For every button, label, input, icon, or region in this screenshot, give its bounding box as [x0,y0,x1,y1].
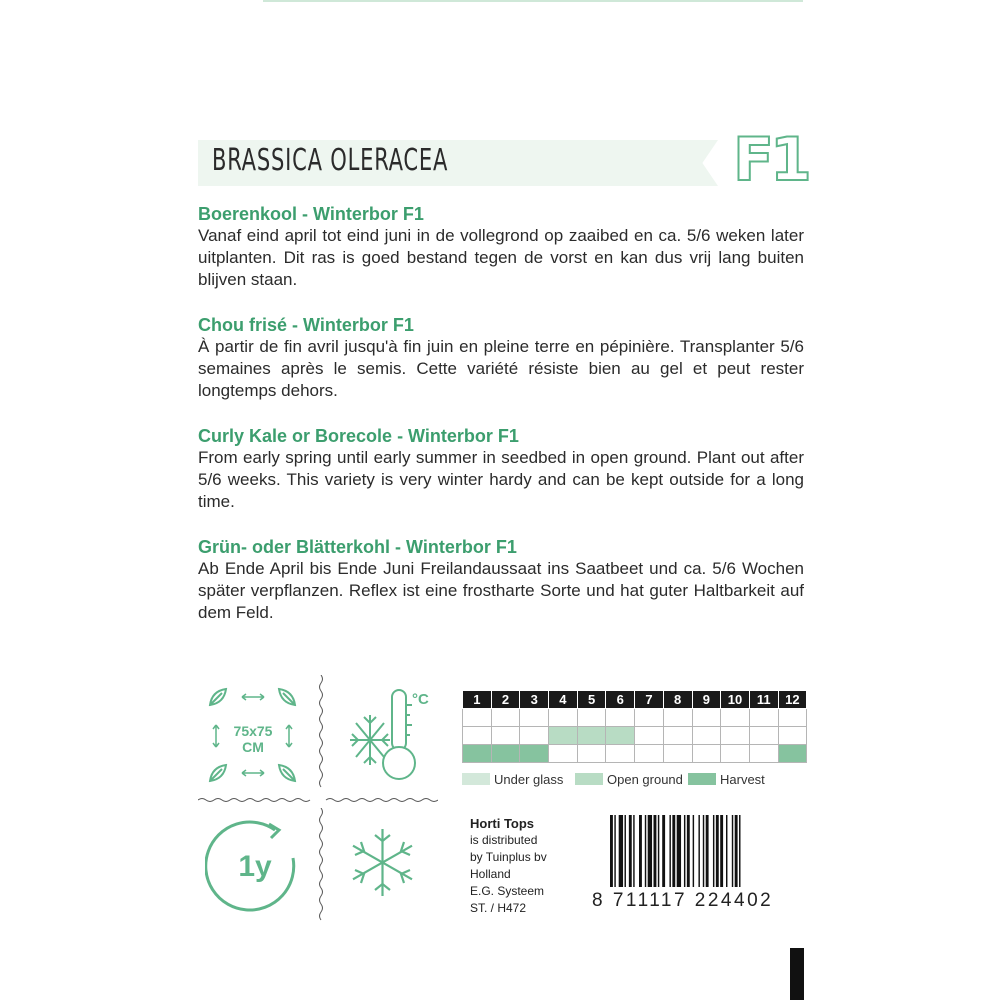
barcode-bar [639,815,642,887]
month-label: 1 [463,691,492,709]
calendar-cell [635,709,664,727]
barcode-bar [739,815,740,887]
month-label: 11 [749,691,778,709]
spacing-unit: CM [242,739,264,755]
legend-label: Harvest [720,771,765,787]
calendar-cell [463,709,492,727]
calendar-row-open-ground [463,727,807,745]
legend-open-ground [575,770,683,788]
section-body: Ab Ende April bis Ende Juni Freilandaussaat ins Saatbeet und ca. 5/6 Wochen später verpflanzen. Reflex ist eine frostharte Sorte und hat guter Haltbarkeit auf dem Feld. [198,559,804,622]
month-label: 5 [577,691,606,709]
distributor-line: by Tuinplus bv [470,850,547,864]
calendar-cell [778,745,807,763]
barcode-bar [658,815,659,887]
barcode-bar [687,815,690,887]
calendar-cell [749,727,778,745]
calendar-cell [749,745,778,763]
celsius-label: °C [412,691,429,708]
month-label: 12 [778,691,807,709]
section-title: Grün- oder Blätterkohl - Winterbor F1 [198,537,517,557]
barcode-bar [672,815,675,887]
calendar-cell [778,727,807,745]
f1-badge: F1 [733,125,808,195]
barcode-bar [693,815,694,887]
barcode-bar [713,815,714,887]
barcode-bar [669,815,670,887]
calendar-cell [549,727,578,745]
legend-under-glass [462,770,563,788]
calendar-cell [491,727,520,745]
barcode [610,815,802,897]
calendar-cell [577,727,606,745]
section-body: From early spring until early summer in seedbed in open ground. Plant out after 5/6 weeks. This variety is very winter hardy and can be kept outside for a long time. [198,448,804,511]
calendar-cell [491,709,520,727]
calendar-cell [549,709,578,727]
calendar-cell [463,727,492,745]
calendar-cell [663,709,692,727]
barcode-bar [720,815,723,887]
calendar-cell [692,709,721,727]
barcode-bar [662,815,665,887]
top-border-line [263,0,803,2]
section-title: Curly Kale or Borecole - Winterbor F1 [198,426,519,446]
barcode-bar [619,815,623,887]
calendar-cell [778,709,807,727]
legend-label: Under glass [494,771,564,787]
barcode-bar [625,815,626,887]
barcode-bar [698,815,699,887]
calendar-cell [491,745,520,763]
barcode-bar [703,815,704,887]
barcode-number: 8 711117 224402 [592,890,774,911]
calendar-cell [692,727,721,745]
distributor-line: E.G. Systeem [470,884,545,898]
sowing-calendar [462,690,807,763]
barcode-bar [645,815,646,887]
calendar-cell [606,709,635,727]
section-english [198,425,804,513]
lifespan-label: 1y [238,850,272,883]
barcode-bar [726,815,727,887]
month-label: 10 [721,691,750,709]
bottom-marker-bar [790,948,804,1000]
barcode-bar [633,815,634,887]
calendar-cell [721,727,750,745]
legend-harvest [688,770,765,788]
month-label: 6 [606,691,635,709]
calendar-cell [663,745,692,763]
month-label: 2 [491,691,520,709]
calendar-cell [577,709,606,727]
plant-spacing-icon [200,685,305,785]
section-german [198,536,804,624]
calendar-cell [520,709,549,727]
legend-swatch [688,773,716,785]
legend-swatch [462,773,490,785]
legend-label: Open ground [607,771,683,787]
calendar-cell [692,745,721,763]
calendar-row-harvest [463,745,807,763]
section-body: À partir de fin avril jusqu'à fin juin en pleine terre en pépinière. Transplanter 5/6 semaines après le semis. Cette variété résiste bien au gel et peut rester longtemps dehors. [198,337,804,400]
barcode-bar [735,815,738,887]
barcode-bar [654,815,657,887]
latin-name: BRASSICA OLERACEA [212,143,449,178]
distributor-info [470,815,547,917]
month-label: 9 [692,691,721,709]
section-title: Boerenkool - Winterbor F1 [198,204,424,224]
barcode-bar [684,815,685,887]
barcode-bar [716,815,719,887]
month-label: 4 [549,691,578,709]
distributor-line: is distributed [470,833,538,847]
barcode-bar [610,815,613,887]
calendar-header [463,691,807,709]
calendar-cell [635,727,664,745]
section-french [198,314,804,402]
calendar-row-under-glass [463,709,807,727]
calendar-cell [606,727,635,745]
calendar-cell [635,745,664,763]
calendar-cell [721,745,750,763]
distributor-line: Holland [470,867,511,881]
lifespan-icon [205,818,305,918]
calendar-cell [520,727,549,745]
calendar-cell [549,745,578,763]
calendar-cell [520,745,549,763]
barcode-bar [614,815,615,887]
calendar-cell [749,709,778,727]
distributor-line: ST. / H472 [470,901,527,915]
section-body: Vanaf eind april tot eind juni in de vollegrond op zaaibed en ca. 5/6 weken later uitplanten. Dit ras is goed bestand tegen de vorst en kan dus vrij lang buiten blijven staan. [198,226,804,289]
barcode-bar [677,815,681,887]
calendar-cell [721,709,750,727]
wavy-divider-horizontal [198,797,438,803]
section-dutch [198,203,804,291]
calendar-cell [577,745,606,763]
wavy-divider-vertical [318,675,324,790]
calendar-cell [463,745,492,763]
calendar-cell [606,745,635,763]
snowflake-icon [345,825,420,900]
section-title: Chou frisé - Winterbor F1 [198,315,414,335]
month-label: 8 [663,691,692,709]
spacing-label: 75x75 [233,723,273,739]
legend-swatch [575,773,603,785]
barcode-bar [648,815,652,887]
month-label: 7 [635,691,664,709]
month-label: 3 [520,691,549,709]
barcode-bar [732,815,733,887]
brand-name: Horti Tops [470,816,535,831]
frost-thermometer-icon [340,685,440,785]
calendar-cell [663,727,692,745]
barcode-bar [629,815,632,887]
wavy-divider-vertical [318,808,324,923]
barcode-bar [706,815,709,887]
